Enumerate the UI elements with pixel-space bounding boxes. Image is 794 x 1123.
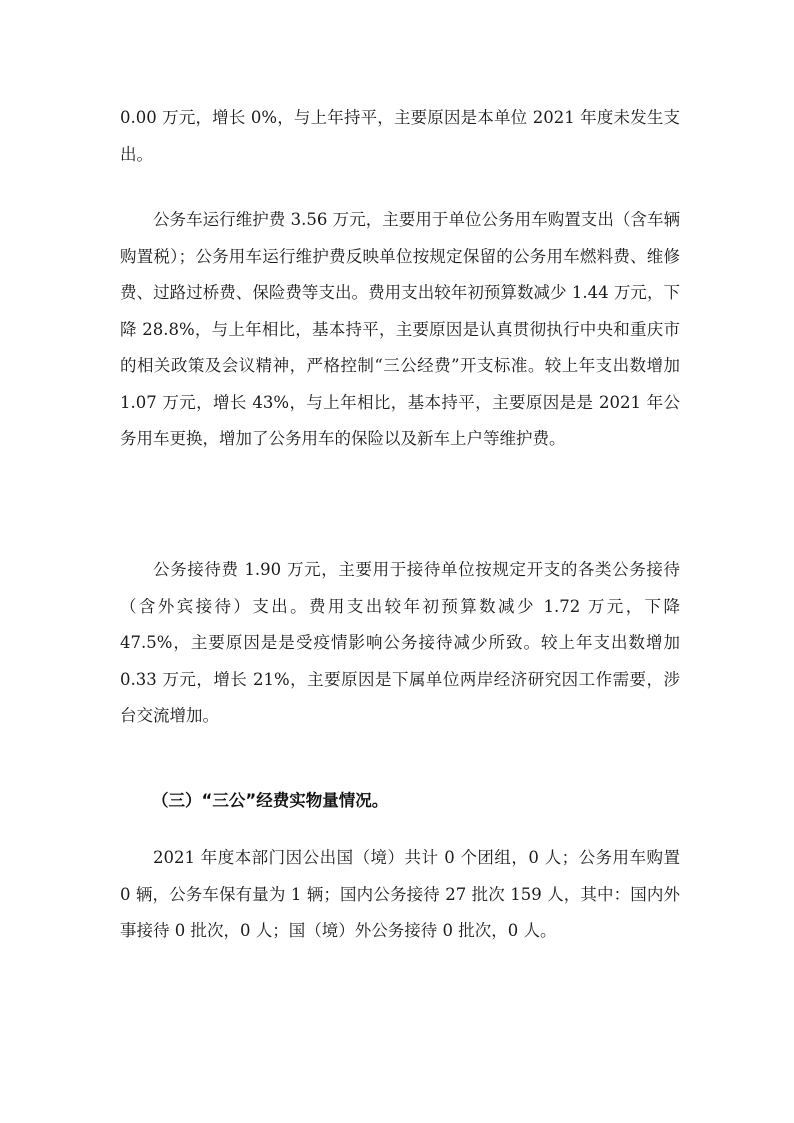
paragraph-reception-expense: 公务接待费 1.90 万元，主要用于接待单位按规定开支的各类公务接待（含外宾接待）支出。费用支出较年初预算数减少 1.72 万元，下降 47.5%，主要原因是是受疫情影响公务接待减少所致。较上年支出数增加 0.33 万元，增长 21%，主要原因是下属单位两岸经济研究因工作需要，涉台交流增加。 [120,560,680,725]
paragraph-travel-expense-continued: 0.00 万元，增长 0%，与上年持平，主要原因是本单位 2021 年度未发生支出。 [120,108,680,164]
paragraph-physical-quantity: 2021 年度本部门因公出国（境）共计 0 个团组，0 人；公务用车购置 0 辆，公务车保有量为 1 辆；国内公务接待 27 批次 159 人，其中：国内外事接待 0 批次，0 人；国（境）外公务接待 0 批次，0 人。 [120,848,680,940]
paragraph-vehicle-maintenance: 公务车运行维护费 3.56 万元，主要用于单位公务用车购置支出（含车辆购置税）；公务用车运行维护费反映单位按规定保留的公务用车燃料费、维修费、过路过桥费、保险费等支出。费用支出较年初预算数减少 1.44 万元，下降 28.8%，与上年相比，基本持平，主要原因是认真贯彻执行中央和重庆市的相关政策及会议精神，严格控制“三公经费”开支标准。较上年支出数增加 1.07 万元，增长 43%，与上年相比，基本持平，主要原因是是 2021 年公务用车更换，增加了公务用车的保险以及新车上户等维护费。 [120,210,680,448]
section-heading: （三）“三公”经费实物量情况。 [152,791,389,810]
